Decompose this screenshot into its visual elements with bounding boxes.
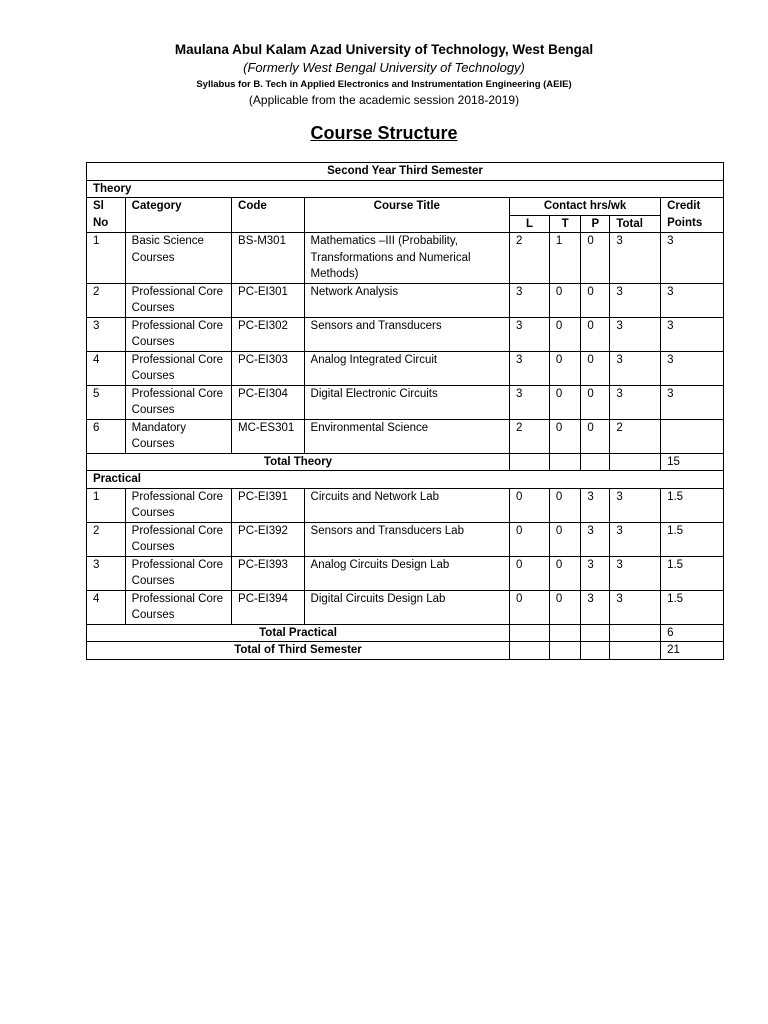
col-header-title: Course Title <box>304 198 509 233</box>
l-cell: 2 <box>510 233 550 284</box>
l-cell: 3 <box>510 317 550 351</box>
course-structure-table <box>86 162 724 660</box>
code-cell: PC-EI394 <box>232 590 305 624</box>
table-row <box>87 233 724 284</box>
l-cell: 3 <box>510 351 550 385</box>
university-name: Maulana Abul Kalam Azad University of Technology, West Bengal <box>174 42 594 57</box>
page-title: Course Structure <box>310 123 458 143</box>
title-cell: Mathematics –III (Probability, Transformations and Numerical Methods) <box>304 233 509 284</box>
sl-cell: 2 <box>87 522 126 556</box>
total-practical-label: Total Practical <box>87 624 510 642</box>
category-cell: Professional Core Courses <box>125 283 231 317</box>
table-row <box>87 385 724 419</box>
t-cell: 0 <box>549 385 580 419</box>
title-cell: Digital Circuits Design Lab <box>304 590 509 624</box>
code-cell: PC-EI304 <box>232 385 305 419</box>
sl-cell: 3 <box>87 556 126 590</box>
t-cell: 0 <box>549 283 580 317</box>
total-semester-label: Total of Third Semester <box>87 642 510 660</box>
category-cell: Professional Core Courses <box>125 488 231 522</box>
sl-cell: 3 <box>87 317 126 351</box>
sl-cell: 5 <box>87 385 126 419</box>
p-cell: 3 <box>581 522 610 556</box>
l-cell: 0 <box>510 522 550 556</box>
p-cell: 3 <box>581 556 610 590</box>
credit-cell: 3 <box>661 233 724 284</box>
empty-cell <box>581 453 610 471</box>
empty-cell <box>581 642 610 660</box>
category-cell: Professional Core Courses <box>125 556 231 590</box>
total-cell: 3 <box>610 317 661 351</box>
code-cell: PC-EI393 <box>232 556 305 590</box>
l-cell: 3 <box>510 385 550 419</box>
total-theory-label: Total Theory <box>87 453 510 471</box>
title-cell: Network Analysis <box>304 283 509 317</box>
theory-label: Theory <box>87 180 724 198</box>
t-cell: 0 <box>549 351 580 385</box>
credit-cell: 3 <box>661 317 724 351</box>
credit-cell: 1.5 <box>661 522 724 556</box>
total-cell: 3 <box>610 556 661 590</box>
title-cell: Circuits and Network Lab <box>304 488 509 522</box>
total-semester-row <box>87 642 724 660</box>
t-cell: 1 <box>549 233 580 284</box>
title-cell: Sensors and Transducers <box>304 317 509 351</box>
credit-cell: 1.5 <box>661 556 724 590</box>
p-cell: 0 <box>581 317 610 351</box>
semester-row <box>87 163 724 181</box>
l-cell: 0 <box>510 590 550 624</box>
table-row <box>87 522 724 556</box>
total-cell: 3 <box>610 522 661 556</box>
total-cell: 3 <box>610 488 661 522</box>
category-cell: Professional Core Courses <box>125 385 231 419</box>
l-cell: 2 <box>510 419 550 453</box>
code-cell: MC-ES301 <box>232 419 305 453</box>
table-row <box>87 317 724 351</box>
title-cell: Analog Integrated Circuit <box>304 351 509 385</box>
total-theory-value: 15 <box>661 453 724 471</box>
empty-cell <box>549 624 580 642</box>
title-cell: Analog Circuits Design Lab <box>304 556 509 590</box>
category-cell: Professional Core Courses <box>125 317 231 351</box>
sl-cell: 1 <box>87 488 126 522</box>
credit-cell: 1.5 <box>661 488 724 522</box>
t-cell: 0 <box>549 522 580 556</box>
t-cell: 0 <box>549 556 580 590</box>
table-row <box>87 351 724 385</box>
t-cell: 0 <box>549 590 580 624</box>
empty-cell <box>510 642 550 660</box>
p-cell: 0 <box>581 283 610 317</box>
practical-label: Practical <box>87 471 724 489</box>
total-cell: 3 <box>610 233 661 284</box>
empty-cell <box>510 453 550 471</box>
practical-section-row <box>87 471 724 489</box>
total-practical-row <box>87 624 724 642</box>
code-cell: PC-EI303 <box>232 351 305 385</box>
former-name: (Formerly West Bengal University of Technology) <box>243 60 525 76</box>
col-header-contact: Contact hrs/wk <box>510 198 661 216</box>
table-row <box>87 590 724 624</box>
empty-cell <box>549 642 580 660</box>
category-cell: Professional Core Courses <box>125 522 231 556</box>
t-cell: 0 <box>549 488 580 522</box>
theory-section-row <box>87 180 724 198</box>
total-cell: 2 <box>610 419 661 453</box>
col-header-code: Code <box>232 198 305 233</box>
empty-cell <box>610 453 661 471</box>
col-header-category: Category <box>125 198 231 233</box>
code-cell: PC-EI302 <box>232 317 305 351</box>
p-cell: 0 <box>581 385 610 419</box>
table-row <box>87 556 724 590</box>
col-header-sl: Sl No <box>87 198 126 233</box>
p-cell: 0 <box>581 351 610 385</box>
col-header-credit: Credit Points <box>661 198 724 233</box>
t-cell: 0 <box>549 419 580 453</box>
title-cell: Digital Electronic Circuits <box>304 385 509 419</box>
table-row <box>87 283 724 317</box>
code-cell: PC-EI391 <box>232 488 305 522</box>
total-semester-value: 21 <box>661 642 724 660</box>
category-cell: Professional Core Courses <box>125 351 231 385</box>
applicable-session: (Applicable from the academic session 2018-2019) <box>248 93 520 108</box>
p-cell: 3 <box>581 590 610 624</box>
total-cell: 3 <box>610 590 661 624</box>
syllabus-title: Syllabus for B. Tech in Applied Electronics and Instrumentation Engineering (AEIE) <box>196 78 572 90</box>
sl-cell: 2 <box>87 283 126 317</box>
category-cell: Basic Science Courses <box>125 233 231 284</box>
code-cell: PC-EI301 <box>232 283 305 317</box>
title-cell: Environmental Science <box>304 419 509 453</box>
table-row <box>87 419 724 453</box>
total-theory-row <box>87 453 724 471</box>
table-row <box>87 488 724 522</box>
empty-cell <box>610 642 661 660</box>
category-cell: Professional Core Courses <box>125 590 231 624</box>
p-cell: 0 <box>581 233 610 284</box>
l-cell: 0 <box>510 556 550 590</box>
credit-cell: 3 <box>661 283 724 317</box>
p-cell: 3 <box>581 488 610 522</box>
sl-cell: 6 <box>87 419 126 453</box>
empty-cell <box>549 453 580 471</box>
credit-cell: 1.5 <box>661 590 724 624</box>
code-cell: PC-EI392 <box>232 522 305 556</box>
total-cell: 3 <box>610 351 661 385</box>
document-header <box>0 42 768 108</box>
credit-cell: 3 <box>661 351 724 385</box>
empty-cell <box>581 624 610 642</box>
total-cell: 3 <box>610 283 661 317</box>
category-cell: Mandatory Courses <box>125 419 231 453</box>
empty-cell <box>610 624 661 642</box>
title-cell: Sensors and Transducers Lab <box>304 522 509 556</box>
empty-cell <box>510 624 550 642</box>
credit-cell: 3 <box>661 385 724 419</box>
t-cell: 0 <box>549 317 580 351</box>
sl-cell: 1 <box>87 233 126 284</box>
l-cell: 0 <box>510 488 550 522</box>
header-row-1 <box>87 198 724 216</box>
col-header-t: T <box>549 215 580 233</box>
sl-cell: 4 <box>87 351 126 385</box>
col-header-l: L <box>510 215 550 233</box>
col-header-total: Total <box>610 215 661 233</box>
col-header-p: P <box>581 215 610 233</box>
total-cell: 3 <box>610 385 661 419</box>
total-practical-value: 6 <box>661 624 724 642</box>
l-cell: 3 <box>510 283 550 317</box>
code-cell: BS-M301 <box>232 233 305 284</box>
sl-cell: 4 <box>87 590 126 624</box>
semester-title: Second Year Third Semester <box>87 163 724 181</box>
p-cell: 0 <box>581 419 610 453</box>
credit-cell <box>661 419 724 453</box>
